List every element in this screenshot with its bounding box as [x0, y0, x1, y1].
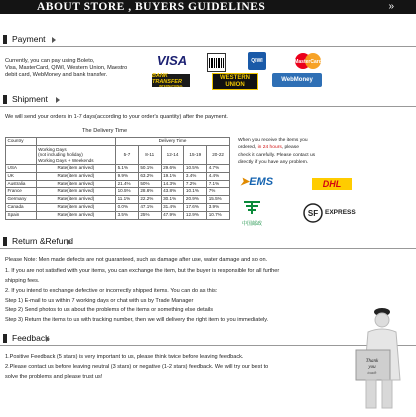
svg-text:you: you	[368, 365, 376, 370]
rate-value-cell: 47.9%	[161, 211, 184, 219]
webmoney-logo: WebMoney	[272, 73, 322, 87]
range-cell: 12-14	[161, 145, 184, 164]
return-line: shipping fees.	[5, 278, 40, 284]
rate-value-cell: 29.6%	[161, 165, 184, 173]
triangle-icon	[56, 97, 60, 103]
return-heading: Return &Refund	[3, 235, 73, 248]
shipment-section-header	[0, 93, 416, 107]
rate-value-cell: 10.1%	[184, 188, 207, 196]
payment-heading: Payment	[3, 33, 46, 46]
triangle-icon	[67, 239, 71, 245]
return-line: Step 3) Return the items to us with tracking number, then we will delivery the right item to you immediately.	[5, 317, 269, 323]
banner-title: ABOUT STORE , BUYERS GUIDELINES	[37, 1, 266, 13]
svg-text:touch: touch	[367, 370, 377, 375]
payment-text-3: debit card, WebMoney and bank transfer.	[5, 72, 108, 78]
rate-value-cell: 10.5%	[116, 188, 139, 196]
return-line: 1. If you are not satisfied with your items, you can exchange the item, but the buyer is responsible for all further	[5, 268, 280, 274]
delivery-time-table	[5, 137, 230, 220]
rate-value-cell: 63.2%	[138, 172, 161, 180]
payment-text-2: Visa, MasterCard, QIWI, Western Union, Maestro	[5, 65, 128, 71]
table-row	[6, 211, 230, 219]
triangle-icon	[52, 37, 56, 43]
country-cell: Australia	[6, 180, 37, 188]
shipment-intro: We will send your orders in 1-7 days(according to your order's quantity) after the payment.	[5, 114, 228, 120]
rate-value-cell: 47.1%	[138, 204, 161, 212]
country-cell: UK	[6, 172, 37, 180]
range-cell: 8-11	[138, 145, 161, 164]
barcode-icon	[209, 58, 224, 68]
top-banner	[0, 0, 416, 14]
sf-express-logo: SF EXPRESS	[303, 203, 351, 223]
rate-value-cell: 28.6%	[138, 188, 161, 196]
rate-label-cell: Rate(item arrived)	[36, 204, 115, 212]
rate-value-cell: 3.4%	[184, 172, 207, 180]
rate-value-cell: 43.8%	[161, 188, 184, 196]
rate-value-cell: 11.1%	[116, 196, 139, 204]
range-cell: 5-7	[116, 145, 139, 164]
rate-value-cell: 20.9%	[184, 196, 207, 204]
rate-value-cell: 3.5%	[116, 211, 139, 219]
return-line: Step 2) Send photos to us about the problems of the items or something else details	[5, 307, 214, 313]
col-country: Country	[6, 138, 37, 146]
country-cell: Spain	[6, 211, 37, 219]
return-line: Please Note: Men made defects are not guaranteed, such as damage after use, water damage and so on.	[5, 257, 268, 263]
feedback-line-1: 1.Positive Feedback (5 stars) is very important to us, please think twice before leaving feedback.	[5, 354, 244, 360]
rate-label-cell: Rate(item arrived)	[36, 165, 115, 173]
working-days-cell: Working Days (not including holiday) Working Days + Weekends	[36, 145, 115, 164]
feedback-line-2: 2.Please contact us before leaving neutral (3 stars) or negative (1-2 stars) feedback. We will try our best to	[5, 364, 269, 370]
payment-section-header	[0, 33, 416, 47]
dhl-logo: DHL	[312, 178, 352, 190]
table-row	[6, 196, 230, 204]
rate-value-cell: 21.4%	[116, 180, 139, 188]
shipment-heading: Shipment	[3, 93, 48, 106]
delivery-man-illustration	[348, 300, 412, 412]
table-row	[6, 204, 230, 212]
rate-value-cell: 25%	[138, 211, 161, 219]
triangle-icon	[46, 336, 50, 342]
feedback-line-3: solve the problems and please trust us!	[5, 374, 103, 380]
rate-value-cell: 14.3%	[161, 180, 184, 188]
rate-value-cell: 0.0%	[116, 204, 139, 212]
rate-value-cell: 30.1%	[161, 196, 184, 204]
country-cell: France	[6, 188, 37, 196]
rate-value-cell: 50.1%	[138, 165, 161, 173]
rate-value-cell: 5.1%	[116, 165, 139, 173]
mastercard-label: MasterCard	[294, 59, 322, 65]
rate-value-cell: 10.7%	[207, 211, 230, 219]
rate-value-cell: 3.9%	[207, 204, 230, 212]
rate-value-cell: 19.1%	[161, 172, 184, 180]
rate-value-cell: 22.2%	[138, 196, 161, 204]
range-cell: 20-22	[207, 145, 230, 164]
table-row	[6, 172, 230, 180]
note-highlight: in 24 hours	[257, 145, 282, 151]
delivery-table-title: The Delivery Time	[82, 128, 128, 134]
china-post-icon	[242, 200, 262, 216]
rate-label-cell: Rate(item arrived)	[36, 180, 115, 188]
rate-label-cell: Rate(item arrived)	[36, 211, 115, 219]
rate-value-cell: 10.5%	[184, 165, 207, 173]
svg-text:SF: SF	[307, 209, 319, 218]
rate-value-cell: 7%	[207, 188, 230, 196]
rate-value-cell: 17.6%	[184, 204, 207, 212]
rate-label-cell: Rate(item arrived)	[36, 196, 115, 204]
table-row	[6, 165, 230, 173]
rate-value-cell: 9.9%	[116, 172, 139, 180]
visa-logo: VISA	[156, 52, 188, 68]
qiwi-logo: QIWI	[248, 52, 266, 70]
range-cell: 15-19	[184, 145, 207, 164]
rate-value-cell: 50%	[138, 180, 161, 188]
country-cell: Germany	[6, 196, 37, 204]
rate-value-cell: 7.1%	[207, 180, 230, 188]
rate-value-cell: 7.2%	[184, 180, 207, 188]
bank-transfer-logo: BANK TRANSFER INTERNATIONAL	[152, 74, 190, 87]
rate-value-cell: 4.7%	[207, 165, 230, 173]
rate-label-cell: Rate(item arrived)	[36, 172, 115, 180]
rate-value-cell: 12.9%	[184, 211, 207, 219]
return-section-header	[0, 235, 416, 249]
boleto-logo	[207, 53, 226, 72]
rate-value-cell: 4.4%	[207, 172, 230, 180]
feedback-heading: Feedback	[3, 332, 49, 345]
double-right-arrow-icon: »	[388, 1, 394, 12]
table-row	[6, 188, 230, 196]
return-line: Step 1) E-mail to us within 7 working days or chat with us by Trade Manager	[5, 298, 194, 304]
china-post-logo: 中国邮政	[242, 200, 272, 226]
table-row	[6, 180, 230, 188]
rate-value-cell: 15.5%	[207, 196, 230, 204]
payment-text-1: Currently, you can pay using Boleto,	[5, 58, 95, 64]
mastercard-logo	[292, 52, 324, 70]
rate-label-cell: Rate(item arrived)	[36, 188, 115, 196]
col-delivery-time: Delivery Time	[116, 138, 230, 146]
return-line: 2. If you intend to exchange defective or incorrectly shipped items. You can do as this:	[5, 288, 218, 294]
country-cell: USA	[6, 165, 37, 173]
rate-value-cell: 31.4%	[161, 204, 184, 212]
ems-logo: ➤EMS	[240, 176, 274, 188]
country-cell: Canada	[6, 204, 37, 212]
svg-text:Thank: Thank	[365, 359, 379, 364]
receive-note: When you receive the items you ordered, in 24 hours, please check it carefully. Please contact us directly if you have any problem.	[238, 138, 316, 166]
western-union-logo: WESTERN UNION	[212, 73, 258, 90]
